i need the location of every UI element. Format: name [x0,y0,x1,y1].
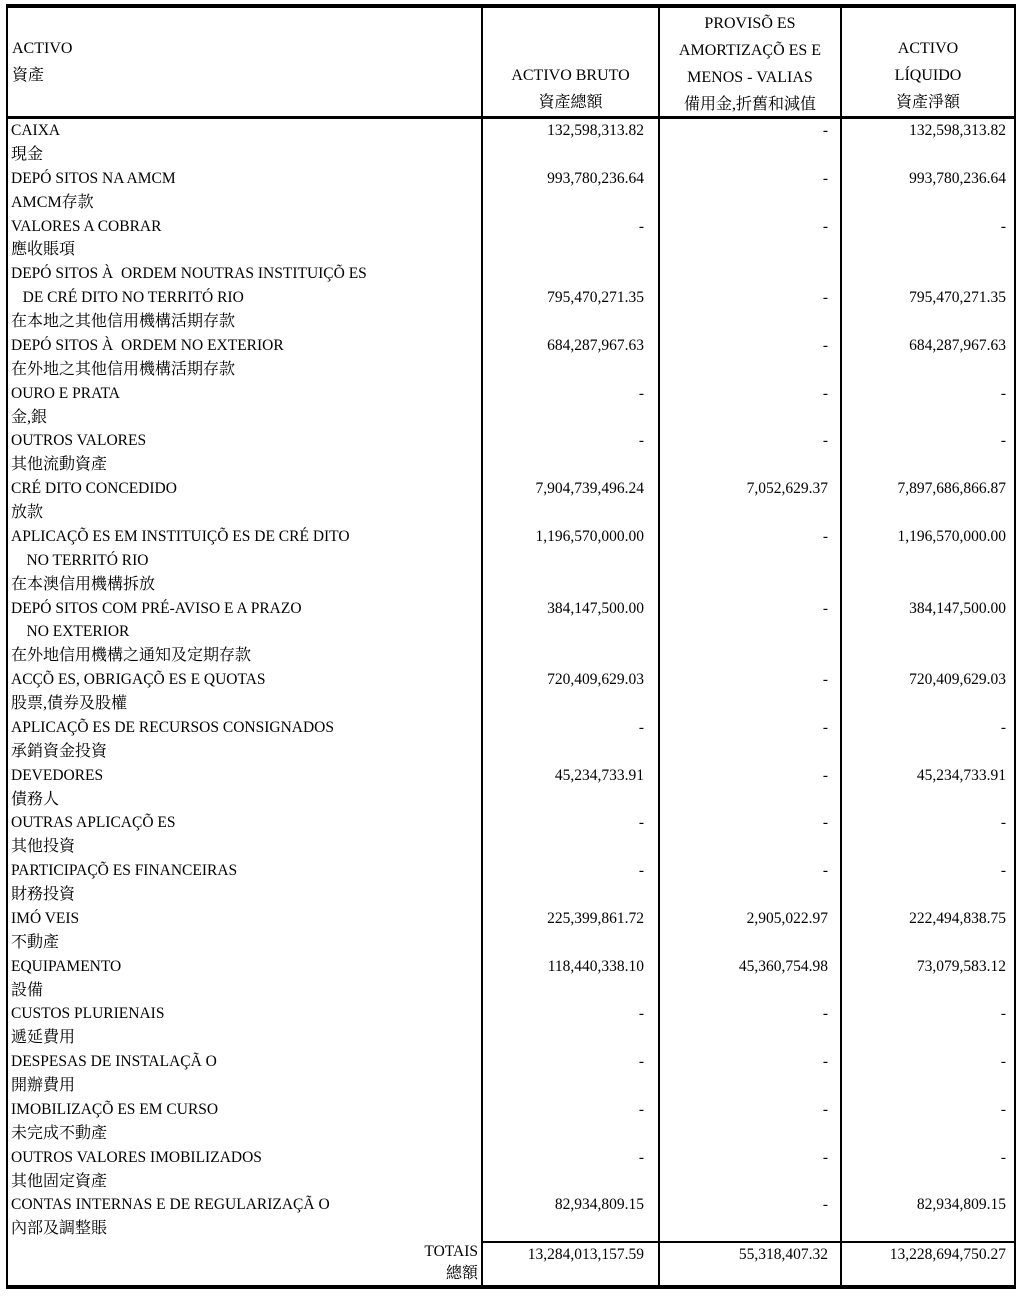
asset-label-pt: DEPÓ SITOS À ORDEM NOUTRAS INSTITUIÇÕ ES [11,265,367,283]
gross-value-cell: 795,470,271.35 [483,262,660,334]
asset-label-cn: AMCM存款 [11,193,94,211]
gross-value-cell: - [483,859,660,907]
table-row [8,215,1014,263]
asset-label-cn: 債務人 [11,790,60,808]
header-activo-pt: ACTIVO [12,40,73,57]
asset-label-cn: 在本澳信用機構拆放 [11,575,156,593]
gross-value-cell: 45,234,733.91 [483,764,660,812]
header-activo-bruto-pt: ACTIVO BRUTO [511,67,630,84]
asset-label-cell [8,811,483,859]
asset-label-cn: 財務投資 [11,886,76,903]
header-provisoes-line2: AMORTIZAÇÕ ES E [678,42,822,59]
asset-label-cell [8,429,483,477]
table-row [8,859,1014,907]
asset-label-pt: APLICAÇÕ ES DE RECURSOS CONSIGNADOS [11,718,334,736]
asset-label-pt: APLICAÇÕ ES EM INSTITUIÇÕ ES DE CRÉ DITO [11,527,350,545]
table-row [8,907,1014,955]
provisions-value-cell: - [660,262,842,334]
provisions-value-cell: - [660,1146,842,1194]
header-activo-liquido-line2: LÍQUIDO [894,67,962,84]
table-row [8,334,1014,382]
provisions-value-cell: - [660,429,842,477]
net-value-cell: 720,409,629.03 [909,671,1006,689]
totals-net-value: 13,228,694,750.27 [842,1241,1014,1285]
net-value-cell: - [1000,862,1006,880]
assets-table [6,4,1016,1289]
asset-label-cell [8,1146,483,1194]
net-value-cell: - [1000,217,1006,235]
gross-value-cell: 384,147,500.00 [483,597,660,669]
gross-value-cell: - [483,716,660,764]
asset-label-cn: 應收賬項 [11,241,76,259]
net-value-cell: 993,780,236.64 [909,169,1006,187]
asset-label-cn: 其他投資 [11,838,76,856]
provisions-value-cell: - [660,525,842,597]
asset-label-pt: CONTAS INTERNAS E DE REGULARIZAÇÃ O [11,1196,330,1214]
asset-label-cell [8,477,483,525]
asset-label-pt: EQUIPAMENTO [11,957,122,975]
asset-label-cn: 在外地之其他信用機構活期存款 [11,360,236,378]
provisions-value-cell: - [660,716,842,764]
totals-provisions-value: 55,318,407.32 [660,1241,842,1285]
header-activo-liquido-cn: 資產淨額 [895,94,960,111]
table-row [8,525,1014,597]
asset-label-cn: 開辦費用 [11,1077,76,1094]
gross-value-cell: 225,399,861.72 [483,907,660,955]
asset-label-cell [8,1050,483,1098]
provisions-value-cell: - [660,1193,842,1241]
net-value-cell: 73,079,583.12 [916,957,1006,975]
gross-value-cell: - [483,811,660,859]
net-value-cell: - [1000,1148,1006,1166]
asset-label-cell [8,955,483,1003]
asset-label-pt: DEPÓ SITOS NA AMCM [11,169,176,187]
asset-label-pt: PARTICIPAÇÕ ES FINANCEIRAS [11,862,238,880]
gross-value-cell: 7,904,739,496.24 [483,477,660,525]
table-row [8,382,1014,430]
net-value-cell: 384,147,500.00 [909,599,1006,617]
asset-label-pt: VALORES A COBRAR [11,217,162,235]
gross-value-cell: - [483,429,660,477]
gross-value-cell: 82,934,809.15 [483,1193,660,1241]
asset-label-cn: 其他流動資產 [11,456,108,474]
header-activo-bruto-cn: 資產總額 [538,94,603,111]
net-value-cell: - [1000,432,1006,450]
asset-label-cell [8,1098,483,1146]
asset-label-cell [8,525,483,597]
provisions-value-cell: - [660,1002,842,1050]
table-row [8,1193,1014,1241]
asset-label-cn: 在外地信用機構之通知及定期存款 [11,647,252,665]
provisions-value-cell: 2,905,022.97 [660,907,842,955]
table-row [8,1002,1014,1050]
asset-label-cell [8,1193,483,1241]
asset-label-pt: DEVEDORES [11,766,104,784]
header-activo-liquido [842,8,1014,116]
asset-label-pt: CAIXA [11,122,61,139]
header-activo [8,8,483,116]
table-row [8,262,1014,334]
net-value-cell: 684,287,967.63 [909,336,1006,354]
asset-label-pt: DEPÓ SITOS COM PRÉ-AVISO E A PRAZO [11,599,302,617]
asset-label-pt: CRÉ DITO CONCEDIDO [11,480,177,498]
asset-label-cn: 承銷資金投資 [11,742,108,760]
asset-label-pt: DE CRÉ DITO NO TERRITÓ RIO [11,289,244,307]
net-value-cell: - [1000,384,1006,402]
header-activo-bruto [483,8,660,116]
header-activo-liquido-line1: ACTIVO [897,40,959,57]
asset-label-cell [8,859,483,907]
gross-value-cell: - [483,1098,660,1146]
gross-value-cell: - [483,382,660,430]
asset-label-pt: CUSTOS PLURIENAIS [11,1005,165,1023]
net-value-cell: - [1000,1005,1006,1023]
gross-value-cell: 132,598,313.82 [483,119,660,167]
table-body [8,119,1014,1241]
asset-label-cn: 未完成不動產 [11,1124,108,1142]
asset-label-cell [8,215,483,263]
asset-label-cell [8,167,483,215]
table-row [8,477,1014,525]
asset-label-cell [8,668,483,716]
net-value-cell: 132,598,313.82 [909,122,1006,139]
table-row [8,167,1014,215]
asset-label-cn: 在本地之其他信用機構活期存款 [11,313,236,330]
header-provisoes-line3: MENOS - VALIAS [687,69,813,86]
gross-value-cell: - [483,1050,660,1098]
gross-value-cell: - [483,1002,660,1050]
table-row [8,597,1014,669]
asset-label-cn: 放款 [11,504,44,521]
provisions-value-cell: - [660,859,842,907]
table-row [8,1098,1014,1146]
table-row [8,668,1014,716]
provisions-value-cell: - [660,119,842,167]
provisions-value-cell: - [660,215,842,263]
asset-label-pt: OUTRAS APLICAÇÕ ES [11,814,176,832]
asset-label-cn: 金,銀 [11,408,48,426]
net-value-cell: 45,234,733.91 [916,766,1006,784]
provisions-value-cell: 45,360,754.98 [660,955,842,1003]
asset-label-cell [8,262,483,334]
totals-label-cell [8,1241,483,1285]
asset-label-cn: 其他固定資產 [11,1172,108,1190]
header-provisoes-line1: PROVISÕ ES [704,15,796,32]
header-activo-cn: 資產 [12,67,45,84]
provisions-value-cell: - [660,334,842,382]
asset-label-pt: NO EXTERIOR [11,623,130,641]
net-value-cell: - [1000,718,1006,736]
asset-label-pt: DEPÓ SITOS À ORDEM NO EXTERIOR [11,336,284,354]
gross-value-cell: 1,196,570,000.00 [483,525,660,597]
provisions-value-cell: 7,052,629.37 [660,477,842,525]
provisions-value-cell: - [660,811,842,859]
gross-value-cell: 720,409,629.03 [483,668,660,716]
asset-label-cell [8,597,483,669]
asset-label-cn: 設備 [11,981,44,999]
asset-label-cn: 現金 [11,145,44,163]
asset-label-cn: 股票,債券及股權 [11,695,128,712]
table-row [8,1146,1014,1194]
net-value-cell: 1,196,570,000.00 [897,527,1006,545]
asset-label-cell [8,119,483,167]
gross-value-cell: - [483,215,660,263]
table-header-row [8,8,1014,119]
asset-label-cn: 遞延費用 [11,1029,76,1047]
asset-label-pt: DESPESAS DE INSTALAÇÃ O [11,1053,217,1071]
asset-label-pt: IMOBILIZAÇÕ ES EM CURSO [11,1100,219,1118]
asset-label-pt: ACÇÕ ES, OBRIGAÇÕ ES E QUOTAS [11,671,266,689]
provisions-value-cell: - [660,597,842,669]
net-value-cell: 222,494,838.75 [909,909,1006,927]
provisions-value-cell: - [660,1098,842,1146]
table-row [8,764,1014,812]
asset-label-cell [8,764,483,812]
asset-label-cell [8,334,483,382]
gross-value-cell: 684,287,967.63 [483,334,660,382]
asset-label-pt: OUTROS VALORES IMOBILIZADOS [11,1148,262,1166]
provisions-value-cell: - [660,382,842,430]
net-value-cell: - [1000,814,1006,832]
table-row [8,1050,1014,1098]
net-value-cell: - [1000,1053,1006,1071]
totals-label-pt: TOTAIS [424,1243,478,1261]
provisions-value-cell: - [660,764,842,812]
provisions-value-cell: - [660,1050,842,1098]
asset-label-pt: IMÓ VEIS [11,909,80,927]
net-value-cell: - [1000,1100,1006,1118]
table-row [8,716,1014,764]
provisions-value-cell: - [660,668,842,716]
table-row [8,955,1014,1003]
gross-value-cell: 993,780,236.64 [483,167,660,215]
asset-label-pt: OUTROS VALORES [11,432,147,450]
totals-label-cn: 總額 [445,1265,478,1283]
asset-label-cn: 內部及調整賬 [11,1220,108,1238]
table-row [8,429,1014,477]
gross-value-cell: - [483,1146,660,1194]
net-value-cell: 82,934,809.15 [916,1196,1006,1214]
totals-gross-value: 13,284,013,157.59 [483,1241,660,1285]
asset-label-cell [8,907,483,955]
net-value-cell: 795,470,271.35 [909,289,1006,307]
header-provisoes-cn: 備用金,折舊和減值 [683,96,816,113]
table-row [8,119,1014,167]
header-provisoes [660,8,842,116]
provisions-value-cell: - [660,167,842,215]
asset-label-cell [8,716,483,764]
gross-value-cell: 118,440,338.10 [483,955,660,1003]
asset-label-cell [8,382,483,430]
totals-row [8,1241,1014,1285]
net-value-cell: 7,897,686,866.87 [897,480,1006,498]
asset-label-cn: 不動產 [11,933,60,951]
asset-label-pt: NO TERRITÓ RIO [11,551,149,569]
asset-label-pt: OURO E PRATA [11,384,120,402]
asset-label-cell [8,1002,483,1050]
table-row [8,811,1014,859]
